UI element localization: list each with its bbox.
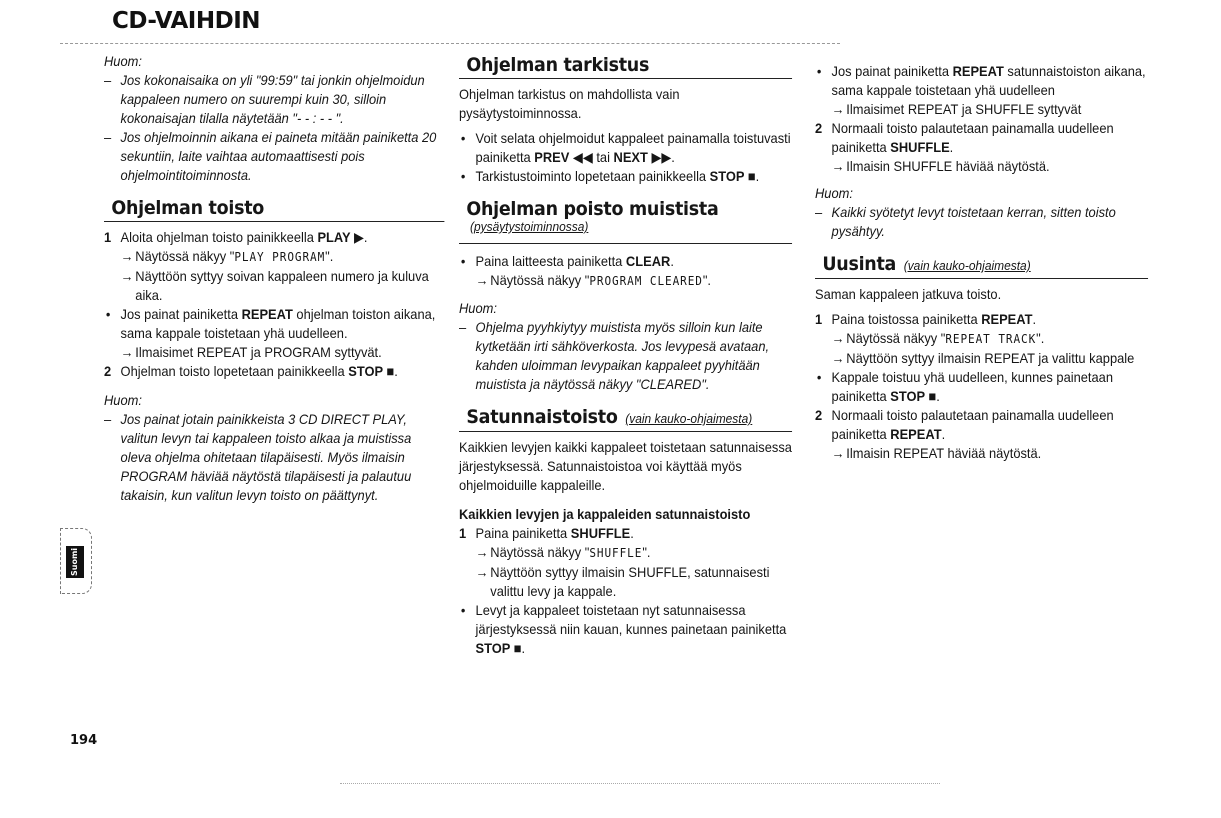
section-heading-uusinta: Uusinta (vain kauko-ohjaimesta) [815,255,1148,279]
key-label: PREV ◀◀ [534,149,593,165]
note-list [104,410,444,505]
footer-divider [340,783,940,784]
key-label: NEXT ▶▶ [613,149,672,165]
step-item: 1 Aloita ohjelman toisto painikkeella PLAY ▶. → Näytössä näkyy "PLAY PROGRAM". → Näyttöön syttyy soivan kappaleen numero ja kuluva aika. [104,228,444,305]
arrow-icon: → [475,564,489,580]
column-middle [459,52,792,658]
section-heading-satunnaistoisto: Satunnaistoisto (vain kauko-ohjaimesta) [459,408,792,432]
key-label: SHUFFLE [570,525,631,541]
bullet-list [815,62,1148,176]
note-title: Huom: [104,392,142,408]
key-label: STOP ■ [890,388,937,404]
key-label: PLAY ▶ [317,229,364,245]
sub-heading: Kaikkien levyjen ja kappaleiden satunnaistoisto [459,506,751,522]
step-list [815,310,1148,463]
step-number: 2 [815,120,823,136]
result-line: → Näytössä näkyy "PROGRAM CLEARED". [475,272,712,288]
arrow-icon: → [120,344,134,360]
key-label: STOP ■ [475,640,522,656]
bullet-item: • Jos painat painiketta REPEAT ohjelman toiston aikana, sama kappale toistetaan yhä uudelleen. → Ilmaisimet REPEAT ja PROGRAM syttyvät. [104,305,444,362]
step-list [104,228,444,381]
bullet-item: • Levyt ja kappaleet toistetaan nyt satunnaisessa järjestyksessä niin kauan, kunnes painetaan painiketta STOP ■. [460,602,787,656]
bullet-icon: • [460,130,466,146]
arrow-icon: → [831,350,845,366]
page-title: CD-VAIHDIN [112,8,261,34]
arrow-icon: → [831,330,845,346]
key-label: STOP ■ [348,363,395,379]
bullet-icon: • [816,369,822,385]
key-label: STOP ■ [709,168,756,184]
note-list [815,203,1148,241]
section-paragraph: Ohjelman tarkistus on mahdollista vain pysäytystoiminnossa. [459,86,680,121]
result-line: → Näyttöön syttyy ilmaisin REPEAT ja valittu kappale [831,350,1135,366]
note-title: Huom: [815,185,853,201]
arrow-icon: → [475,272,489,288]
step-item: 1 Paina painiketta SHUFFLE. → Näytössä näkyy "SHUFFLE". → Näyttöön syttyy ilmaisin SHUFFLE, satunnaisesti valittu levy ja kappale. [459,524,792,601]
step-number: 1 [459,525,467,541]
bullet-list [459,252,792,291]
note-item: – Jos kokonaisaika on yli "99:59" tai jonkin ohjelmoidun kappaleen numero on suurempi kuin 30, silloin kokonaisajan tilalla näytetään "- - : - - ". [104,71,444,128]
arrow-icon: → [831,445,845,461]
note-item: – Jos ohjelmoinnin aikana ei paineta mitään painiketta 20 sekuntiin, laite vaihtaa automaattisesti pois ohjelmointitoiminnosta. [104,128,444,185]
result-line: → Näytössä näkyy "SHUFFLE". [475,544,651,560]
result-line: → Näyttöön syttyy ilmaisin SHUFFLE, satunnaisesti valittu levy ja kappale. [475,564,770,599]
note-item: – Kaikki syötetyt levyt toistetaan kerran, sitten toisto pysähtyy. [815,203,1148,241]
section-heading-ohjelman-toisto: Ohjelman toisto [104,199,444,222]
step-item: 2 Normaali toisto palautetaan painamalla uudelleen painiketta REPEAT. → Ilmaisin REPEAT häviää näytöstä. [815,406,1148,463]
note-list [104,71,444,185]
bullet-list [459,129,792,186]
arrow-icon: → [475,544,489,560]
step-number: 2 [104,363,112,379]
arrow-icon: → [120,268,134,284]
result-line: → Ilmaisin REPEAT häviää näytöstä. [831,445,1042,461]
section-subtitle: (pysäytystoiminnossa) [470,219,589,234]
result-line: → Ilmaisin SHUFFLE häviää näytöstä. [831,158,1050,174]
bullet-icon: • [816,63,822,79]
bullet-item: • Voit selata ohjelmoidut kappaleet painamalla toistuvasti painiketta PREV ◀◀ tai NEXT ▶▶. [460,130,791,165]
header-divider [60,43,840,44]
note-list [459,318,792,394]
step-list [459,524,792,658]
section-heading-ohjelman-poisto: Ohjelman poisto muistista [466,198,719,220]
column-right [815,52,1148,463]
key-label: SHUFFLE [890,139,950,155]
step-item: 2 Normaali toisto palautetaan painamalla uudelleen painiketta SHUFFLE. → Ilmaisin SHUFFLE häviää näytöstä. [815,119,1148,176]
step-number: 1 [104,229,112,245]
bullet-item: • Tarkistustoiminto lopetetaan painikkeella STOP ■. [460,168,760,184]
bullet-icon: • [460,253,466,269]
result-line: → Ilmaisimet REPEAT ja PROGRAM syttyvät. [120,344,382,360]
result-line: → Näytössä näkyy "PLAY PROGRAM". [120,248,334,264]
display-text: PROGRAM CLEARED [589,274,703,288]
bullet-icon: • [460,602,466,618]
bullet-icon: • [460,168,466,184]
key-label: REPEAT [890,426,942,442]
bullet-item: • Kappale toistuu yhä uudelleen, kunnes painetaan painiketta STOP ■. [816,369,1114,404]
arrow-icon: → [831,101,845,117]
bullet-icon: • [105,306,111,322]
key-label: REPEAT [952,63,1004,79]
language-tab-label: Suomi [66,546,84,578]
section-header-block [459,200,792,244]
display-text: REPEAT TRACK [945,332,1037,346]
section-paragraph: Kaikkien levyjen kaikki kappaleet toistetaan satunnaisessa järjestyksessä. Satunnaistoistoa voi käyttää myös ohjelmoiduille kappaleille. [459,439,792,493]
note-item: – Ohjelma pyyhkiytyy muistista myös silloin kun laite kytketään irti sähköverkosta. Jos levypesä avataan, kahden uloimman levypaikan kappaleet pyyhitään muistista ja näytössä näkyy "CLEARED". [459,318,792,394]
result-line: → Ilmaisimet REPEAT ja SHUFFLE syttyvät [831,101,1082,117]
section-paragraph: Saman kappaleen jatkuva toisto. [815,286,1002,302]
section-heading-ohjelman-tarkistus: Ohjelman tarkistus [459,56,792,79]
note-item: – Jos painat jotain painikkeista 3 CD DIRECT PLAY, valitun levyn tai kappaleen toisto alkaa ja muistissa oleva ohjelma ohitetaan tilapäisesti. Myös ilmaisin PROGRAM häviää näytöstä tilapäisesti ja palautuu takaisin, kun valitun levyn toisto on päättynyt. [104,410,444,505]
arrow-icon: → [120,248,134,264]
key-label: CLEAR [625,253,671,269]
bullet-item: • Paina laitteesta painiketta CLEAR. → Näytössä näkyy "PROGRAM CLEARED". [459,252,792,291]
step-item: 1 Paina toistossa painiketta REPEAT. → Näytössä näkyy "REPEAT TRACK". → Näyttöön syttyy ilmaisin REPEAT ja valittu kappale [815,310,1148,368]
display-text: SHUFFLE [589,546,643,560]
key-label: REPEAT [241,306,293,322]
result-line: → Näytössä näkyy "REPEAT TRACK". [831,330,1045,346]
step-number: 1 [815,311,823,327]
section-subtitle: (vain kauko-ohjaimesta) [625,411,753,426]
column-left [104,52,444,505]
note-title: Huom: [459,300,497,316]
step-number: 2 [815,407,823,423]
result-line: → Näyttöön syttyy soivan kappaleen numero ja kuluva aika. [120,268,429,303]
step-item: 2 Ohjelman toisto lopetetaan painikkeella STOP ■. [104,363,398,379]
page-number: 194 [70,733,98,748]
section-subtitle: (vain kauko-ohjaimesta) [903,258,1031,273]
key-label: REPEAT [981,311,1033,327]
bullet-item: • Jos painat painiketta REPEAT satunnaistoiston aikana, sama kappale toistetaan yhä uudelleen → Ilmaisimet REPEAT ja SHUFFLE syttyvät [815,62,1148,119]
note-title: Huom: [104,53,142,69]
display-text: PLAY PROGRAM [234,250,326,264]
arrow-icon: → [831,158,845,174]
